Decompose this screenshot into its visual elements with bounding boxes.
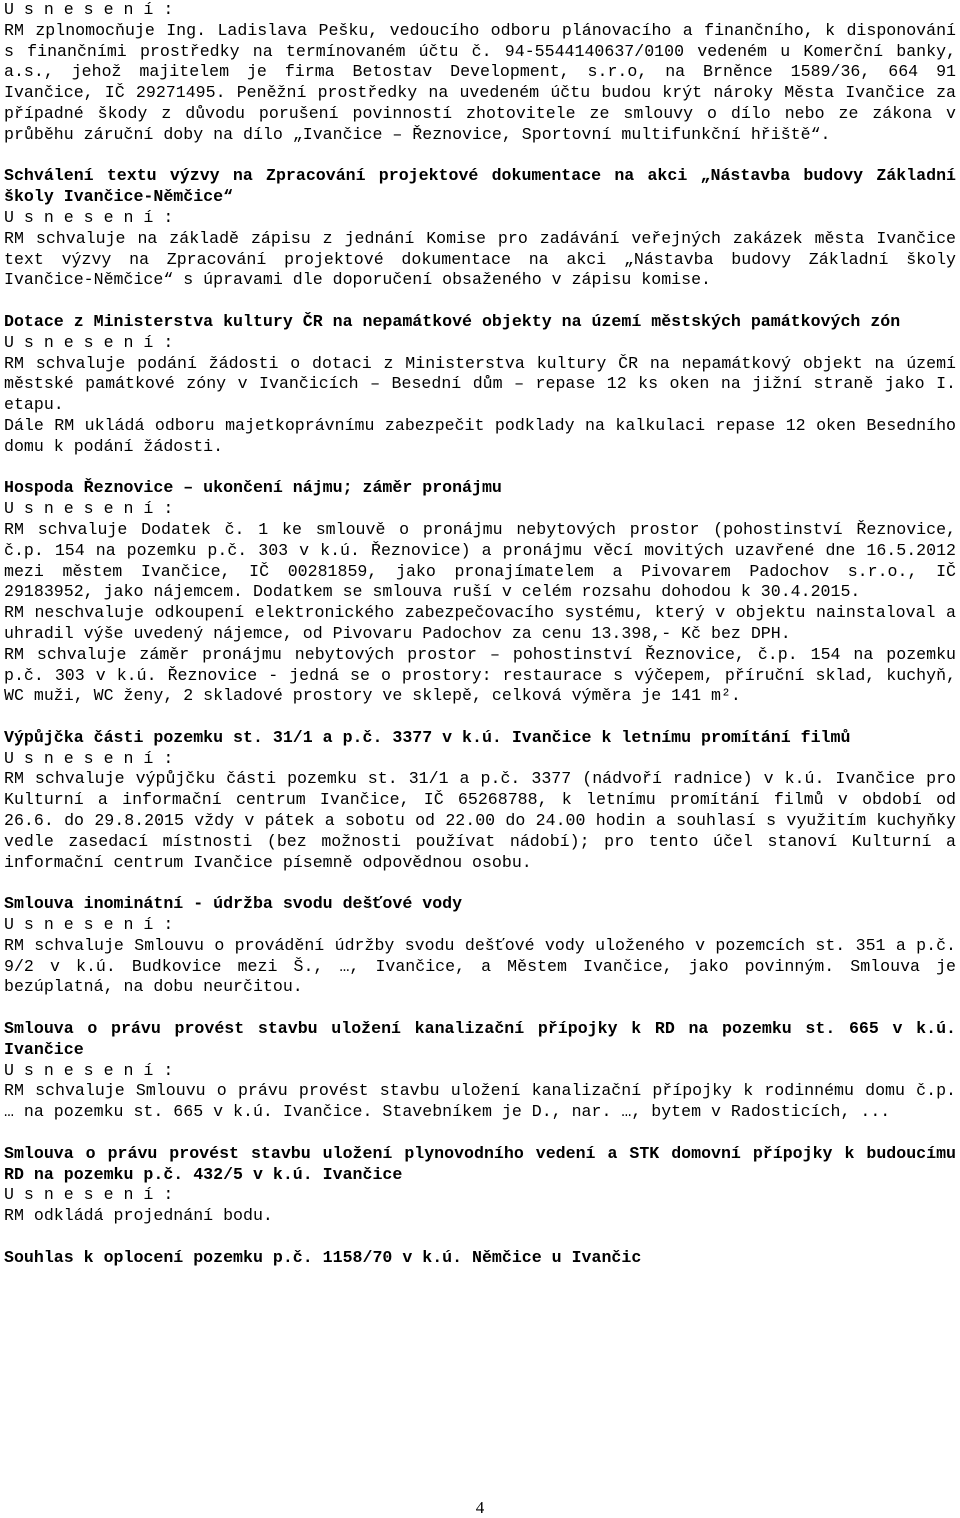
resolution-paragraph: RM schvaluje Dodatek č. 1 ke smlouvě o pronájmu nebytových prostor (pohostinství Řeznovice, č.p. 154 na pozemku p.č. 303 v k.ú. Řeznovice) a pronájmu věcí movitých uzavřené dne 16.5.2012 mezi městem Ivančice, IČ 00281859, jako pronajímatelem a Pivovarem Padochov s.r.o., IČ 29183952, jako nájemcem. Dodatkem se smlouva ruší v celém rozsahu dohodou k 30.4.2015.	[4, 519, 956, 602]
resolution-label: U s n e s e n í :	[4, 915, 174, 935]
resolution-label: U s n e s e n í :	[4, 1185, 174, 1205]
section-heading: Smlouva o právu provést stavbu uložení plynovodního vedení a STK domovní přípojky k budoucímu RD na pozemku p.č. 432/5 v k.ú. Ivančice	[4, 1143, 956, 1184]
resolution-paragraph: RM schvaluje záměr pronájmu nebytových prostor – pohostinství Řeznovice, č.p. 154 na pozemku p.č. 303 v k.ú. Řeznovice - jedná se o prostory: restaurace s výčepem, příruční sklad, kuchyň, WC muži, WC ženy, 2 skladové prostory ve sklepě, celková výměra je 141 m².	[4, 644, 956, 706]
section-heading: Výpůjčka části pozemku st. 31/1 a p.č. 3377 v k.ú. Ivančice k letnímu promítání filmů	[4, 727, 851, 747]
section-heading: Smlouva inominátní - údržba svodu dešťové vody	[4, 894, 463, 914]
resolution-section	[4, 1019, 956, 1123]
section-heading: Souhlas k oplocení pozemku p.č. 1158/70 v k.ú. Němčice u Ivančic	[4, 1247, 642, 1267]
resolution-label: U s n e s e n í :	[4, 1060, 174, 1080]
resolution-section	[4, 478, 956, 707]
resolution-paragraph: Dále RM ukládá odboru majetkoprávnímu zabezpečit podklady na kalkulaci repase 12 oken Besedního domu k podání žádosti.	[4, 415, 956, 456]
resolution-section	[4, 1248, 956, 1269]
resolution-paragraph: RM neschvaluje odkoupení elektronického zabezpečovacího systému, který v objektu nainstaloval a uhradil výše uvedený nájemce, od Pivovaru Padochov za cenu 13.398,- Kč bez DPH.	[4, 603, 956, 643]
section-heading: Smlouva o právu provést stavbu uložení kanalizační přípojky k RD na pozemku st. 665 v k.ú. Ivančice	[4, 1019, 956, 1059]
resolution-label: U s n e s e n í :	[4, 332, 174, 352]
sections-container	[4, 166, 956, 1268]
document-page	[4, 0, 956, 1269]
page-number: 4	[475, 1498, 485, 1517]
section-heading: Hospoda Řeznovice – ukončení nájmu; záměr pronájmu	[4, 478, 502, 498]
resolution-label: U s n e s e n í :	[4, 0, 174, 19]
resolution-paragraph: RM odkládá projednání bodu.	[4, 1206, 273, 1226]
resolution-label: U s n e s e n í :	[4, 207, 174, 227]
resolution-paragraph: RM schvaluje Smlouvu o provádění údržby svodu dešťové vody uloženého v pozemcích st. 351 a p.č. 9/2 v k.ú. Budkovice mezi Š., …, Ivančice, a Městem Ivančice, jako povinným. Smlouva je bezúplatná, na dobu neurčitou.	[4, 935, 956, 997]
resolution-label: U s n e s e n í :	[4, 499, 174, 519]
resolution-section	[4, 1144, 956, 1227]
resolution-section	[4, 166, 956, 291]
resolution-section	[4, 728, 956, 874]
resolution-paragraph: RM schvaluje Smlouvu o právu provést stavbu uložení kanalizační přípojky k rodinnému domu č.p. … na pozemku st. 665 v k.ú. Ivančice. Stavebníkem je D., nar. …, bytem v Radosticích, ...	[4, 1081, 956, 1122]
resolution-section	[4, 312, 956, 458]
resolution-section	[4, 894, 956, 998]
resolution-paragraph: RM schvaluje podání žádosti o dotaci z Ministerstva kultury ČR na nepamátkový objekt na území městské památkové zóny v Ivančicích – Besední dům – repase 12 ks oken na jižní straně jako I. etapu.	[4, 353, 956, 415]
resolution-label: U s n e s e n í :	[4, 748, 174, 768]
intro-block	[4, 0, 956, 146]
intro-paragraph: RM zplnomocňuje Ing. Ladislava Pešku, vedoucího odboru plánovacího a finančního, k disponování s finančními prostředky na termínovaném účtu č. 94-5544140637/0100 vedeném u Komerční banky, a.s., jehož majitelem je firma Betostav Development, s.r.o, na Brněnce 1589/36, 664 91 Ivančice, IČ 29271495. Peněžní prostředky na uvedeném účtu budou krýt nároky Města Ivančice za případné škody z důvodu porušení povinností zhotovitele ze smlouvy o dílo nebo ze zákona v průběhu záruční doby na dílo „Ivančice – Řeznovice, Sportovní multifunkční hřiště“.	[4, 20, 956, 144]
section-heading: Schválení textu výzvy na Zpracování projektové dokumentace na akci „Nástavba budovy Základní školy Ivančice-Němčice“	[4, 166, 956, 207]
section-heading: Dotace z Ministerstva kultury ČR na nepamátkové objekty na území městských památkových zón	[4, 311, 901, 331]
resolution-paragraph: RM schvaluje na základě zápisu z jednání Komise pro zadávání veřejných zakázek města Ivančice text výzvy na Zpracování projektové dokumentace na akci „Nástavba budovy Základní školy Ivančice-Němčice“ s úpravami dle doporučení obsaženého v zápisu komise.	[4, 228, 956, 290]
resolution-paragraph: RM schvaluje výpůjčku části pozemku st. 31/1 a p.č. 3377 (nádvoří radnice) v k.ú. Ivančice pro Kulturní a informační centrum Ivančice, IČ 65268788, k letnímu promítání filmů v období od 26.6. do 29.8.2015 vždy v pátek a sobotu od 22.00 do 24.00 hodin a souhlasí s využitím kuchyňky vedle zasedací místnosti (bez možnosti používat nádobí); pro tento účel stanoví Kulturní a informační centrum Ivančice písemně odpovědnou osobu.	[4, 769, 956, 872]
